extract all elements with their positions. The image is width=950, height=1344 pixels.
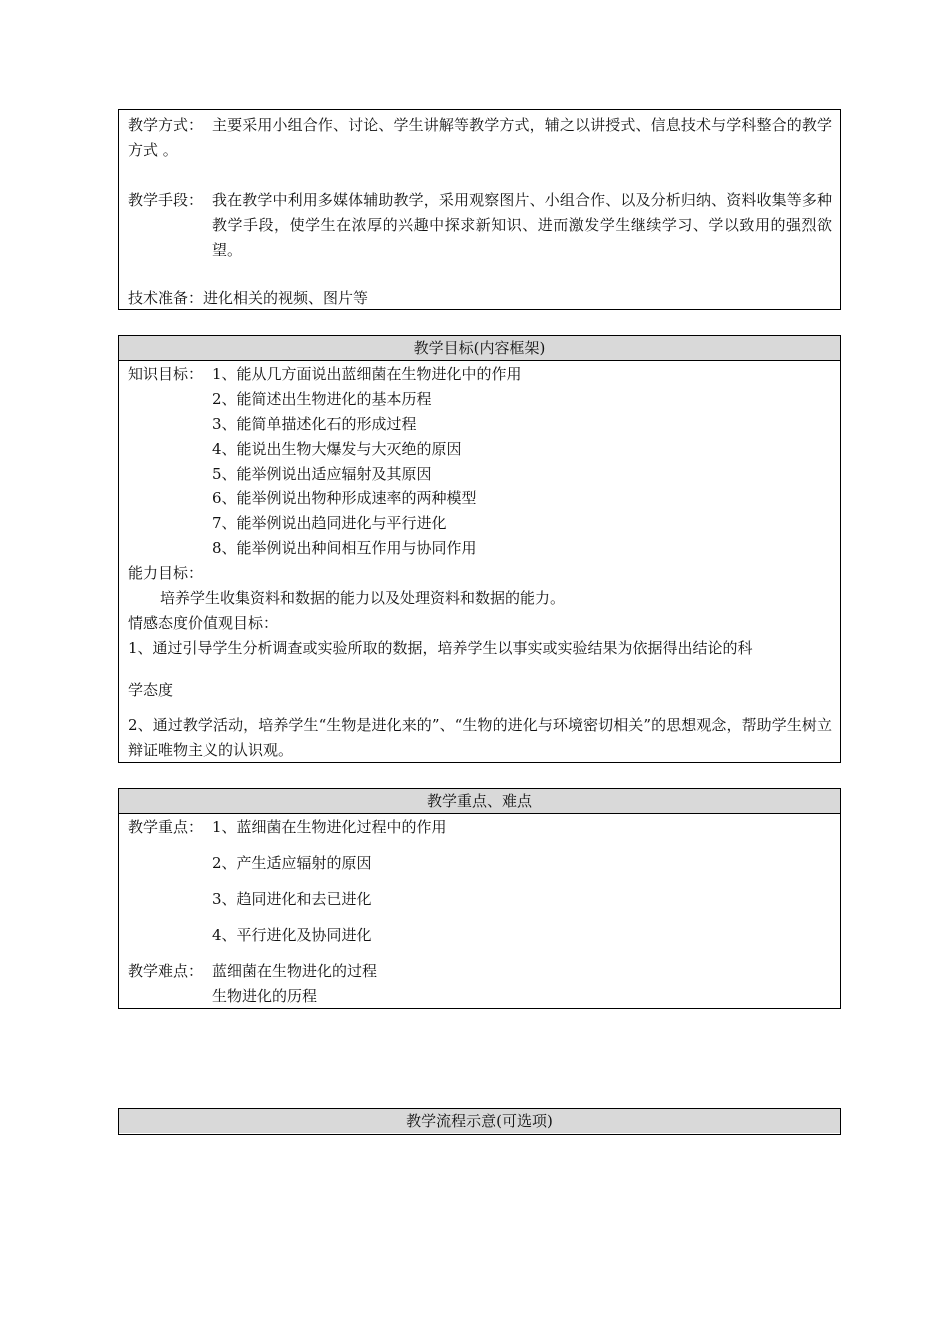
key-item: 1、蓝细菌在生物进化过程中的作用 <box>212 818 447 836</box>
difficult-item: 蓝细菌在生物进化的过程 <box>212 962 378 980</box>
methods-box <box>118 109 841 310</box>
keypoints-header: 教学重点、难点 <box>119 789 840 814</box>
emotion-item-1-line1: 1、通过引导学生分析调查或实验所取的数据，培养学生以事实或实验结果为依据得出结论的科 <box>128 639 753 657</box>
key-item: 2、产生适应辐射的原因 <box>212 854 372 872</box>
key-item: 4、平行进化及协同进化 <box>212 926 372 944</box>
tech-prep <box>128 286 368 311</box>
knowledge-item: 6、能举例说出物种形成速率的两种模型 <box>212 489 477 507</box>
knowledge-item: 2、能简述出生物进化的基本历程 <box>212 390 432 408</box>
knowledge-item: 5、能举例说出适应辐射及其原因 <box>212 465 432 483</box>
teaching-means <box>128 188 832 263</box>
key-label: 教学重点： <box>128 818 204 836</box>
emotion-label: 情感态度价值观目标： <box>128 614 279 632</box>
ability-label: 能力目标： <box>128 564 204 582</box>
difficult-item: 生物进化的历程 <box>212 987 318 1005</box>
objectives-header: 教学目标(内容框架) <box>119 336 840 361</box>
knowledge-item: 1、能从几方面说出蓝细菌在生物进化中的作用 <box>212 365 522 383</box>
tech-prep-text: 进化相关的视频、图片等 <box>203 289 369 307</box>
teaching-method <box>128 113 832 163</box>
knowledge-label: 知识目标： <box>128 365 204 383</box>
knowledge-item: 8、能举例说出种间相互作用与协同作用 <box>212 539 477 557</box>
keypoints-box <box>118 788 841 1009</box>
difficult-label: 教学难点： <box>128 962 204 980</box>
teaching-means-text: 我在教学中利用多媒体辅助教学，采用观察图片、小组合作、以及分析归纳、资料收集等多种教学手段，使学生在浓厚的兴趣中探求新知识、进而激发学生继续学习、学以致用的强烈欲望。 <box>212 191 832 259</box>
teaching-method-label: 教学方式： <box>128 116 204 134</box>
emotion-item-1-line2: 学态度 <box>128 681 174 699</box>
flow-box <box>118 1108 841 1135</box>
tech-prep-label: 技术准备： <box>128 289 204 307</box>
ability-text: 培养学生收集资料和数据的能力以及处理资料和数据的能力。 <box>160 589 566 607</box>
emotion-item-2: 2、通过教学活动，培养学生“生物是进化来的”、“生物的进化与环境密切相关”的思想观念，帮助学生树立辩证唯物主义的认识观。 <box>128 716 832 759</box>
flow-header: 教学流程示意(可选项) <box>119 1109 840 1133</box>
objectives-box <box>118 335 841 763</box>
knowledge-item: 4、能说出生物大爆发与大灭绝的原因 <box>212 440 462 458</box>
knowledge-item: 3、能简单描述化石的形成过程 <box>212 415 417 433</box>
knowledge-item: 7、能举例说出趋同进化与平行进化 <box>212 514 447 532</box>
key-item: 3、趋同进化和去已进化 <box>212 890 372 908</box>
teaching-means-label: 教学手段： <box>128 191 204 209</box>
teaching-method-text: 主要采用小组合作、讨论、学生讲解等教学方式，辅之以讲授式、信息技术与学科整合的教学方式 。 <box>128 116 832 159</box>
